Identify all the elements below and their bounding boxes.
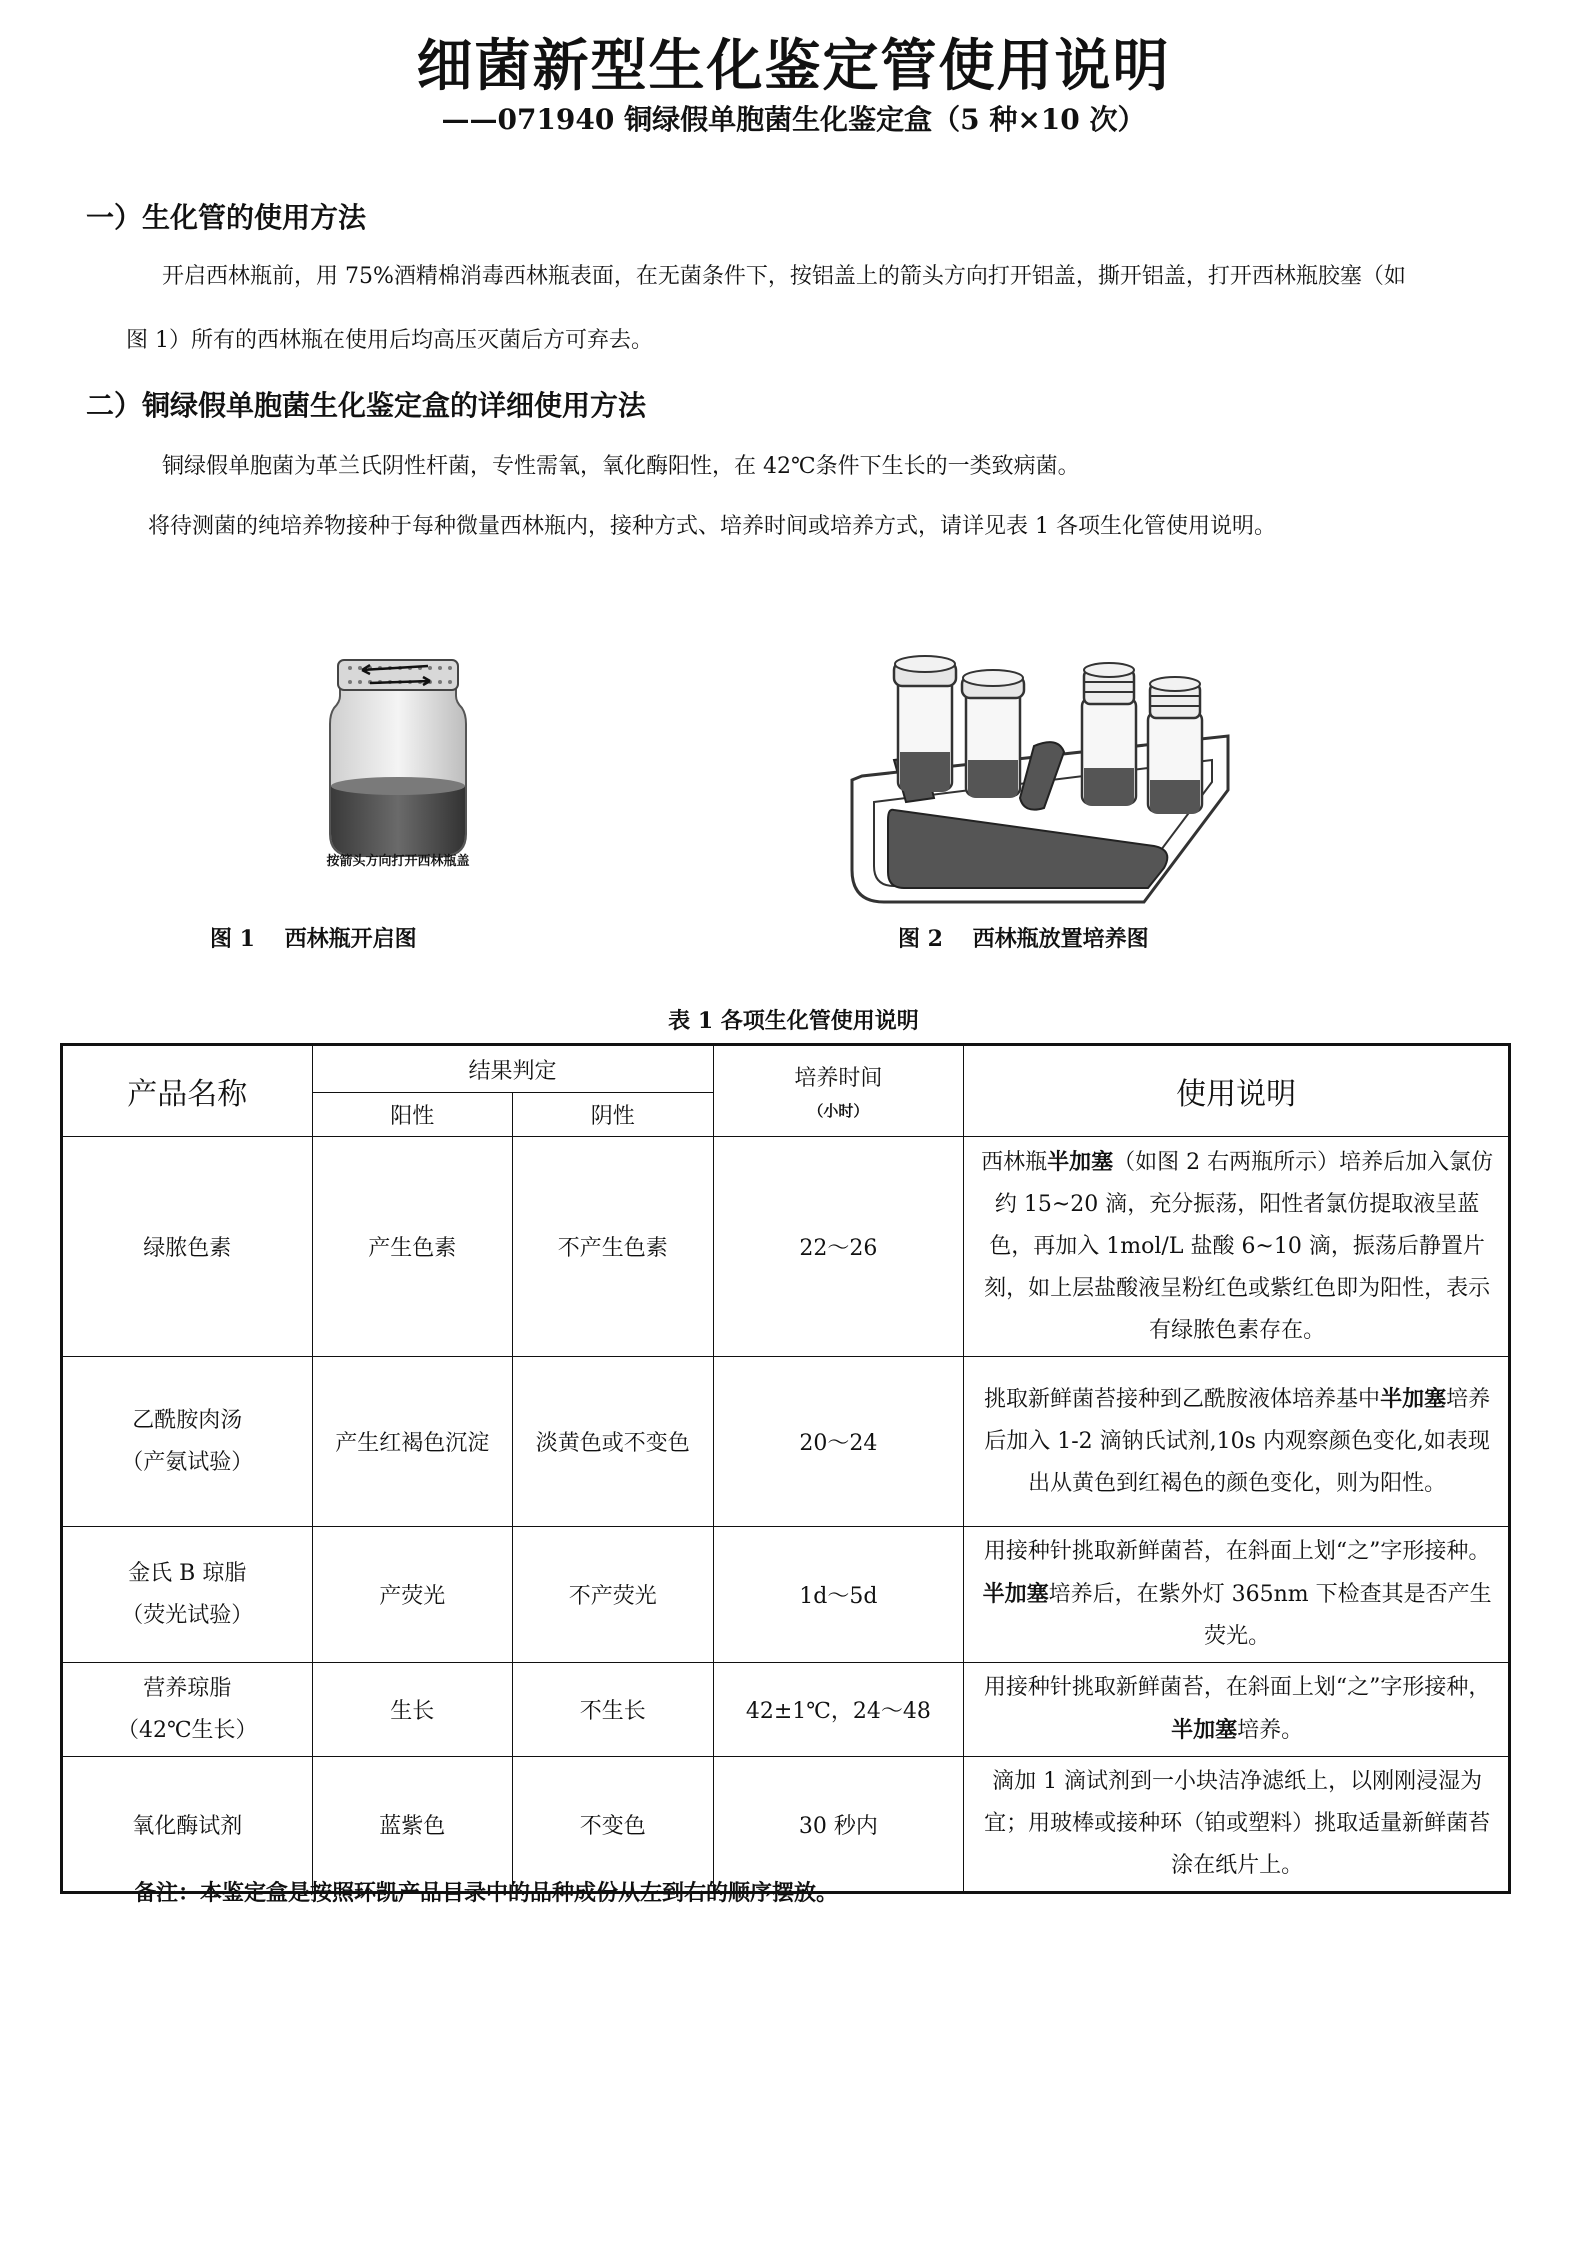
time-cell: 20～24 xyxy=(713,1357,964,1527)
figure-2-caption: 图 2 西林瓶放置培养图 xyxy=(898,926,1149,952)
negative-cell: 不生长 xyxy=(513,1663,714,1757)
vial-illustration xyxy=(280,636,516,916)
usage-text: 培养后加入 1-2 滴钠氏试剂,10s 内观察颜色变化,如表现出从黄色到红褐色的颜色变化，则为阳性。 xyxy=(984,1387,1491,1496)
header-time-label: 培养时间 xyxy=(794,1066,883,1091)
section2-paragraph1: 铜绿假单胞菌为革兰氏阴性杆菌，专性需氧，氧化酶阳性，在 42℃条件下生长的一类致病菌。 xyxy=(162,454,1080,479)
product-name: 乙酰胺肉汤 xyxy=(132,1407,243,1433)
figure-1-vial xyxy=(280,636,516,916)
section1-paragraph-line1: 开启西林瓶前，用 75%酒精棉消毒西林瓶表面，在无菌条件下，按铝盖上的箭头方向打开铝盖，撕开铝盖，打开西林瓶胶塞（如 xyxy=(162,264,1406,289)
table-row xyxy=(62,1137,1510,1357)
positive-cell: 产生色素 xyxy=(312,1137,513,1357)
table-row xyxy=(62,1357,1510,1527)
positive-cell: 产荧光 xyxy=(312,1527,513,1663)
product-subname: （42℃生长） xyxy=(116,1717,258,1743)
usage-cell xyxy=(964,1357,1510,1527)
header-negative: 阴性 xyxy=(513,1093,714,1137)
page-title: 细菌新型生化鉴定管使用说明 xyxy=(416,34,1171,99)
usage-text: 培养。 xyxy=(1237,1718,1304,1743)
table-row xyxy=(62,1663,1510,1757)
usage-cell xyxy=(964,1137,1510,1357)
usage-emphasis: 半加塞 xyxy=(982,1581,1049,1607)
header-result: 结果判定 xyxy=(312,1045,713,1093)
product-subname: （荧光试验） xyxy=(121,1602,254,1628)
section1-heading: 一）生化管的使用方法 xyxy=(86,201,367,234)
rack-illustration xyxy=(844,640,1236,910)
usage-emphasis: 半加塞 xyxy=(1380,1386,1447,1412)
usage-cell xyxy=(964,1757,1510,1893)
section2-heading: 二）铜绿假单胞菌生化鉴定盒的详细使用方法 xyxy=(86,389,647,422)
table-caption: 表 1 各项生化管使用说明 xyxy=(668,1008,919,1034)
figure-1-inner-label: 按箭头方向打开西林瓶盖 xyxy=(326,854,470,869)
usage-text: （如图 2 右两瓶所示）培养后加入氯仿约 15~20 滴，充分振荡，阳性者氯仿提取液呈蓝色，再加入 1mol/L 盐酸 6~10 滴，振荡后静置片刻，如上层盐酸液呈粉红色或紫红色即为阳性，表示有绿脓色素存在。 xyxy=(984,1150,1494,1343)
usage-text: 培养后，在紫外灯 365nm 下检查其是否产生荧光。 xyxy=(1048,1582,1492,1649)
usage-text: 滴加 1 滴试剂到一小块洁净滤纸上，以刚刚浸湿为宜；用玻棒或接种环（铂或塑料）挑取适量新鲜菌苔涂在纸片上。 xyxy=(984,1769,1491,1878)
figure-1-caption: 图 1 西林瓶开启图 xyxy=(210,926,417,952)
usage-cell xyxy=(964,1663,1510,1757)
header-time xyxy=(713,1045,964,1137)
usage-emphasis: 半加塞 xyxy=(1171,1717,1238,1743)
page-subtitle: ——071940 铜绿假单胞菌生化鉴定盒（5 种×10 次） xyxy=(441,103,1146,136)
header-time-unit: （小时） xyxy=(808,1102,869,1120)
product-name-cell xyxy=(62,1527,313,1663)
table-row xyxy=(62,1527,1510,1663)
footnote: 备注：本鉴定盒是按照环凯产品目录中的品种成份从左到右的顺序摆放。 xyxy=(134,1880,839,1906)
negative-cell: 不变色 xyxy=(513,1757,714,1893)
usage-cell xyxy=(964,1527,1510,1663)
product-name: 绿脓色素 xyxy=(143,1236,232,1261)
usage-table xyxy=(60,1043,1511,1894)
negative-cell: 不产生色素 xyxy=(513,1137,714,1357)
product-name-cell xyxy=(62,1137,313,1357)
positive-cell: 蓝紫色 xyxy=(312,1757,513,1893)
negative-cell: 淡黄色或不变色 xyxy=(513,1357,714,1527)
time-cell: 1d～5d xyxy=(713,1527,964,1663)
usage-text: 挑取新鲜菌苔接种到乙酰胺液体培养基中 xyxy=(984,1387,1381,1412)
time-cell: 42±1℃，24～48 xyxy=(713,1663,964,1757)
usage-text: 用接种针挑取新鲜菌苔，在斜面上划“之”字形接种， xyxy=(983,1675,1491,1700)
positive-cell: 生长 xyxy=(312,1663,513,1757)
header-positive: 阳性 xyxy=(312,1093,513,1137)
product-name: 金氏 B 琼脂 xyxy=(128,1560,247,1586)
figure-2-rack xyxy=(844,640,1236,910)
time-cell: 30 秒内 xyxy=(713,1757,964,1893)
product-name: 氧化酶试剂 xyxy=(132,1813,243,1839)
usage-text: 用接种针挑取新鲜菌苔，在斜面上划“之”字形接种。 xyxy=(983,1539,1491,1564)
section2-paragraph2: 将待测菌的纯培养物接种于每种微量西林瓶内，接种方式、培养时间或培养方式，请详见表 1 各项生化管使用说明。 xyxy=(148,514,1276,539)
usage-emphasis: 半加塞 xyxy=(1047,1149,1114,1175)
header-usage: 使用说明 xyxy=(964,1045,1510,1137)
time-cell: 22～26 xyxy=(713,1137,964,1357)
product-name-cell xyxy=(62,1357,313,1527)
section1-paragraph-line2: 图 1）所有的西林瓶在使用后均高压灭菌后方可弃去。 xyxy=(126,328,653,353)
product-name: 营养琼脂 xyxy=(143,1675,232,1701)
product-name-cell xyxy=(62,1663,313,1757)
product-name-cell xyxy=(62,1757,313,1893)
header-product-name: 产品名称 xyxy=(62,1045,313,1137)
negative-cell: 不产荧光 xyxy=(513,1527,714,1663)
positive-cell: 产生红褐色沉淀 xyxy=(312,1357,513,1527)
table-row xyxy=(62,1757,1510,1893)
product-subname: （产氨试验） xyxy=(121,1449,254,1475)
usage-text: 西林瓶 xyxy=(981,1150,1048,1175)
